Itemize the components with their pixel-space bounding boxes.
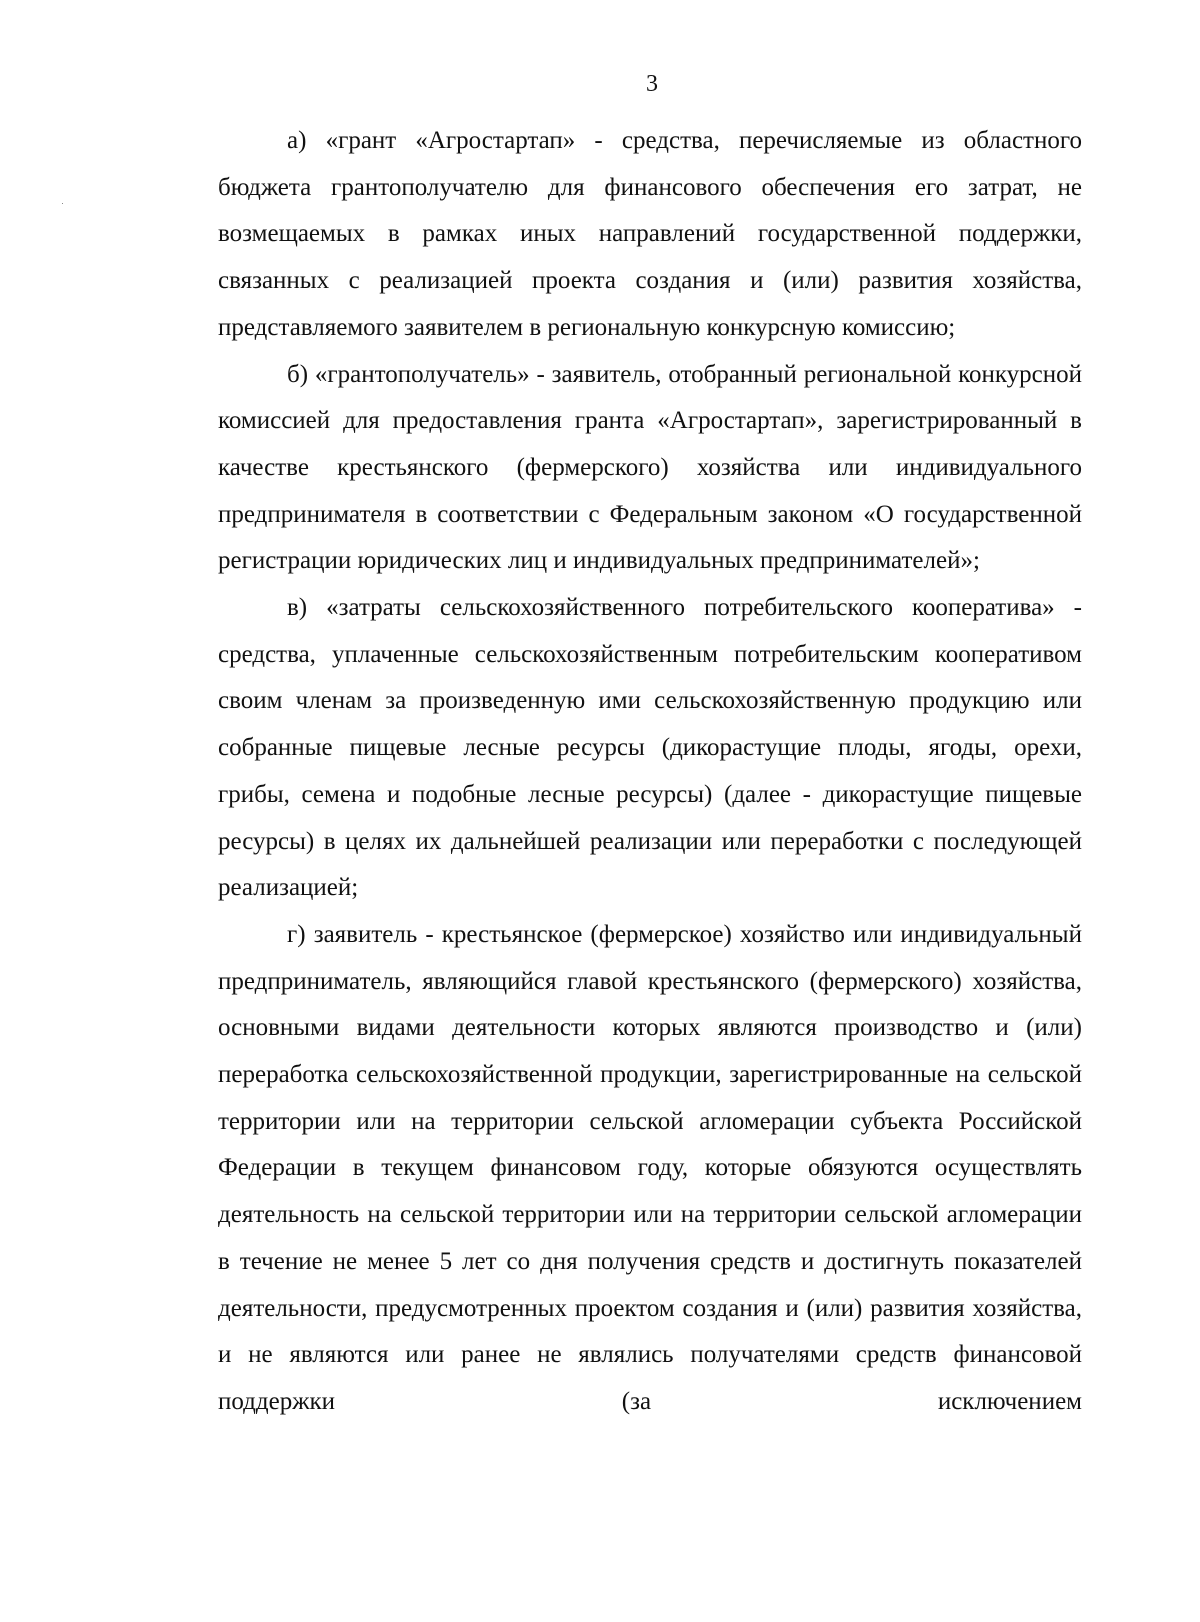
- paragraph-a: а) «грант «Агростартап» - средства, перечисляемые из областного бюджета грантополучателю для финансового обеспечения его затрат, не возмещаемых в рамках иных направлений государственной поддержки, связанных с реализацией проекта создания и (или) развития хозяйства, представляемого заявителем в региональную конкурсную комиссию;: [218, 127, 1082, 341]
- paragraph-v: в) «затраты сельскохозяйственного потребительского кооператива» - средства, уплаченные сельскохозяйственным потребительским кооперативом своим членам за произведенную ими сельскохозяйственную продукцию или собранные пищевые лесные ресурсы (дикорастущие плоды, ягоды, орехи, грибы, семена и подобные лесные ресурсы) (далее - дикорастущие пищевые ресурсы) в целях их дальнейшей реализации или переработки с последующей реализацией;: [218, 594, 1082, 902]
- paragraph-g: г) заявитель - крестьянское (фермерское) хозяйство или индивидуальный предприниматель, являющийся главой крестьянского (фермерского) хозяйства, основными видами деятельности которых являются производство и (или) переработка сельскохозяйственной продукции, зарегистрированные на сельской территории или на территории сельской агломерации субъекта Российской Федерации в текущем финансовом году, которые обязуются осуществлять деятельность на сельской территории или на территории сельской агломерации в течение не менее 5 лет со дня получения средств и достигнуть показателей деятельности, предусмотренных проектом создания и (или) развития хозяйства, и не являются или ранее не являлись получателями средств финансовой поддержки (за исключением: [218, 920, 1082, 1415]
- page-number: 3: [646, 71, 658, 97]
- scan-speck: [62, 203, 63, 204]
- paragraph-b: б) «грантополучатель» - заявитель, отобранный региональной конкурсной комиссией для предоставления гранта «Агростартап», зарегистрированный в качестве крестьянского (фермерского) хозяйства или индивидуального предпринимателя в соответствии с Федеральным законом «О государственной регистрации юридических лиц и индивидуальных предпринимателей»;: [218, 360, 1082, 575]
- document-body: [218, 118, 1082, 1426]
